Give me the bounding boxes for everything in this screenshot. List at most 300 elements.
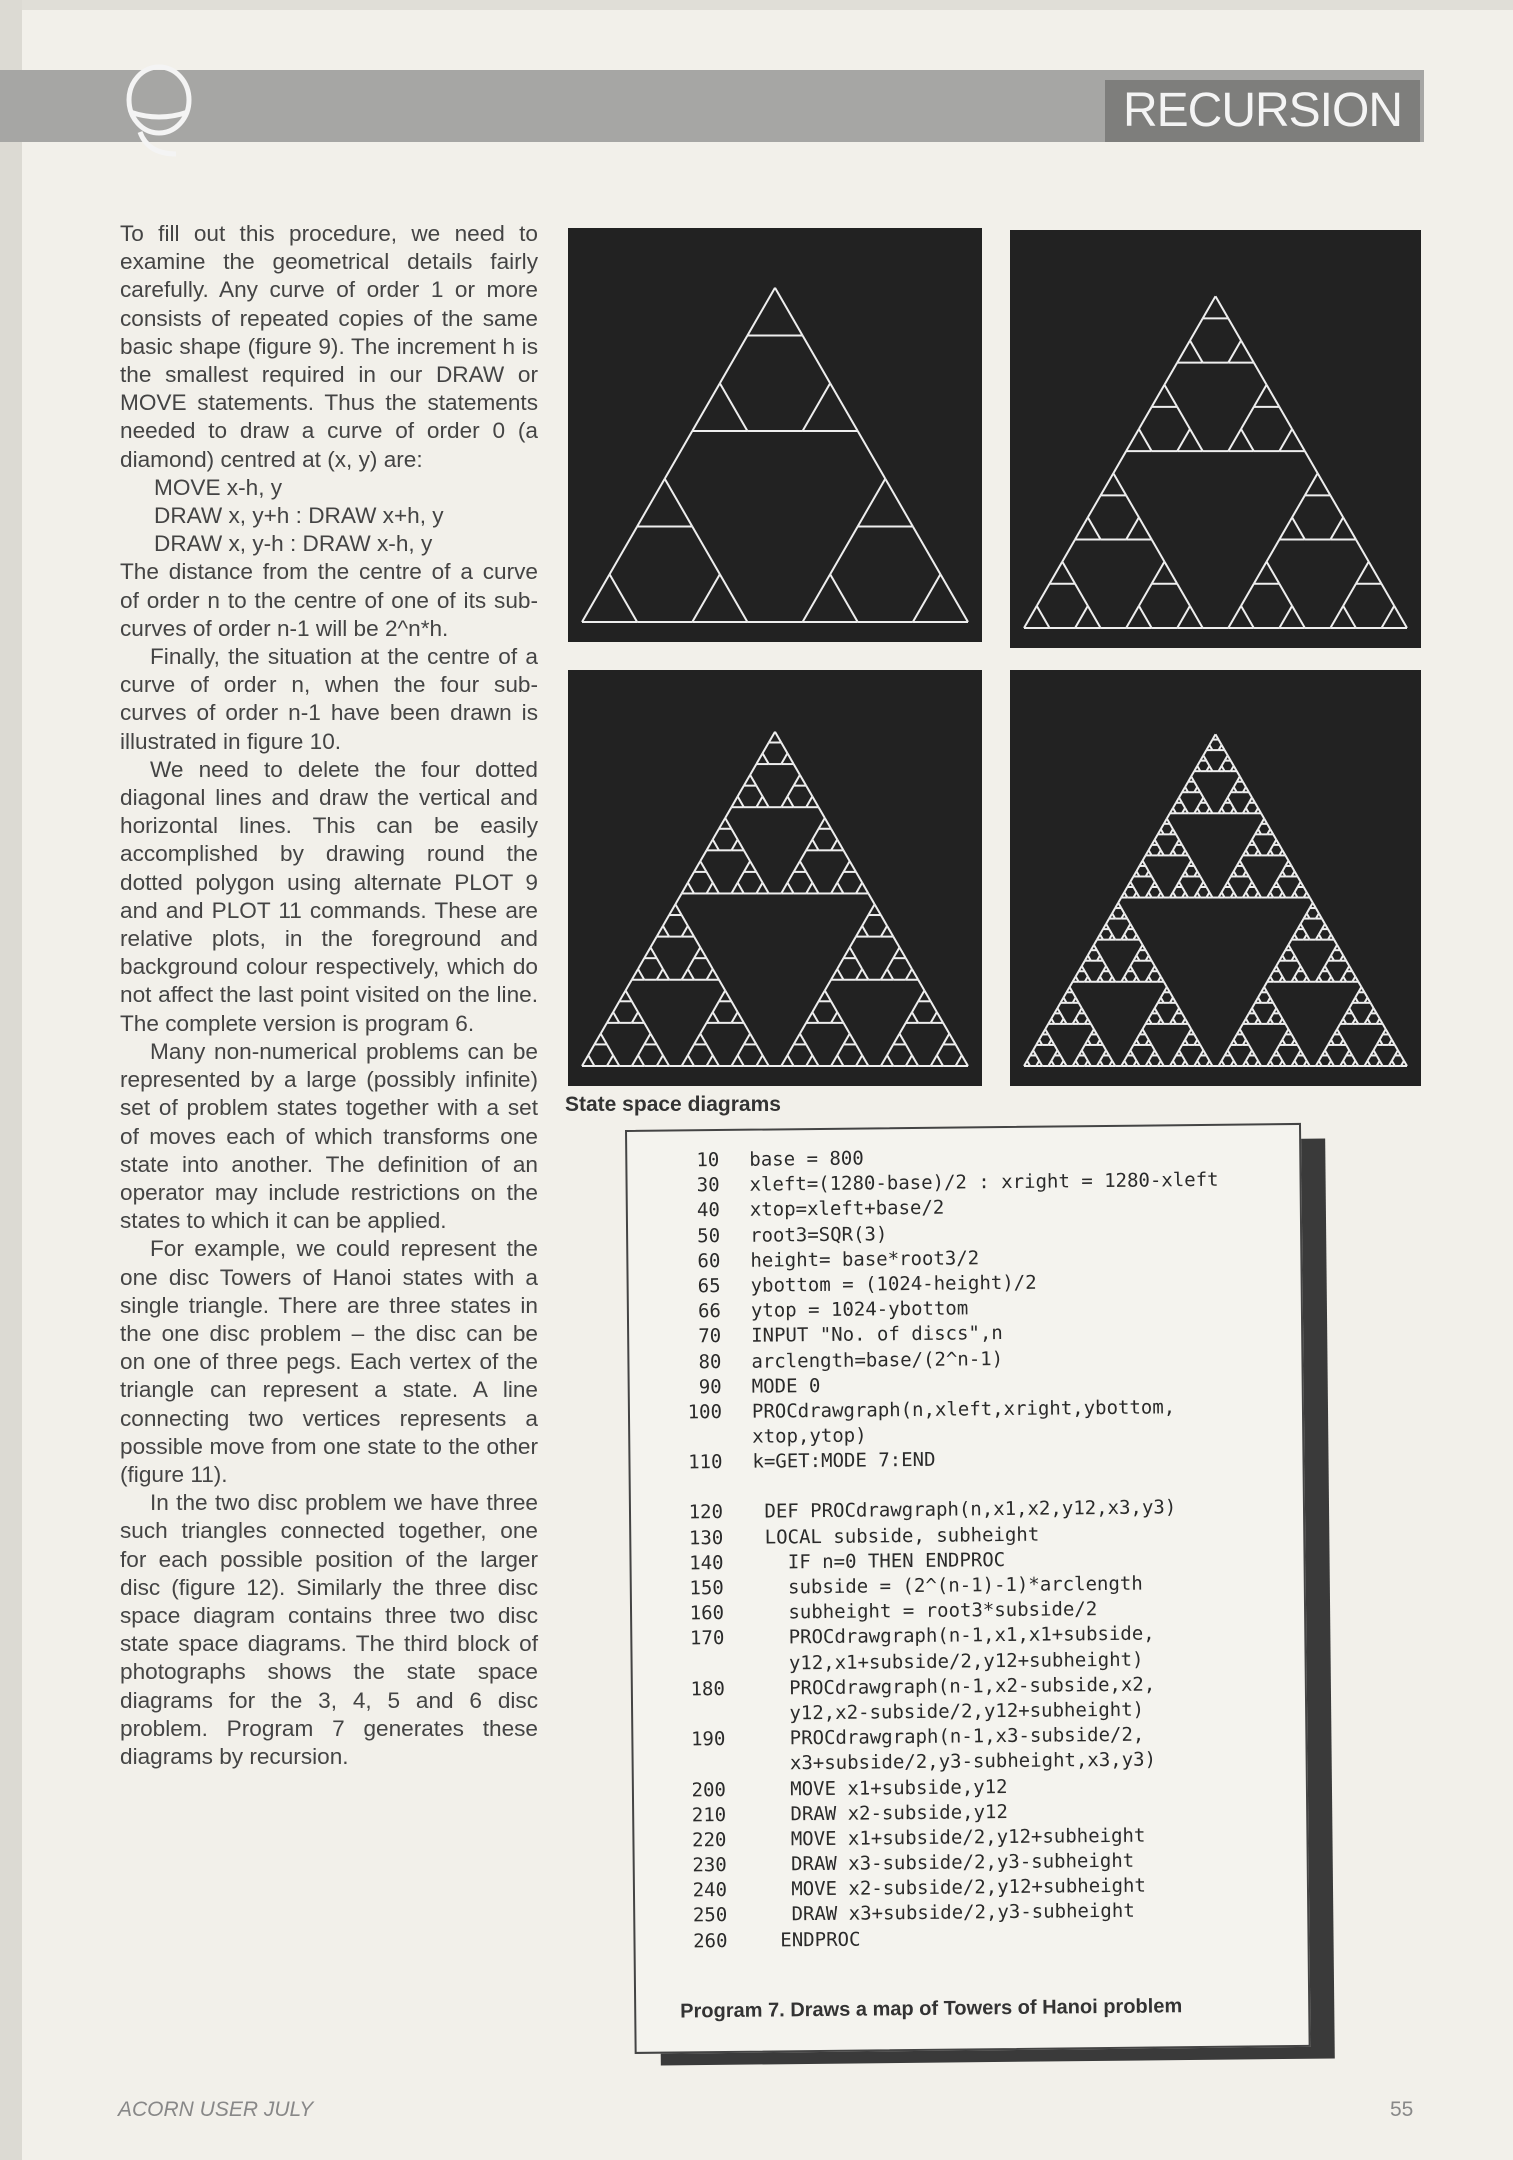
line-number: 70: [698, 1325, 722, 1348]
graph-edge: [1203, 750, 1206, 755]
line-code: xtop=xleft+base/2: [749, 1197, 945, 1222]
line-number: 120: [688, 1501, 724, 1524]
graph-edge: [1161, 992, 1164, 997]
graph-edge: [1267, 562, 1280, 584]
graph-edge: [862, 883, 868, 894]
line-code: DEF PROCdrawgraph(n,x1,x2,y12,x3,y3): [752, 1496, 1177, 1524]
graph-edge: [806, 1055, 812, 1066]
graph-edge: [1133, 929, 1136, 934]
line-code: INPUT "No. of discs",n: [751, 1322, 1003, 1348]
graph-edge: [831, 1001, 837, 1012]
graph-edge: [912, 1001, 918, 1012]
graph-edge: [837, 958, 843, 969]
line-code: PROCdrawgraph(n,xleft,xright,ybottom,: [751, 1396, 1176, 1423]
graph-edge: [1292, 517, 1305, 539]
graph-edge: [918, 980, 924, 991]
graph-edge: [1392, 1055, 1395, 1060]
graph-edge: [663, 969, 669, 980]
graph-edge: [707, 872, 713, 883]
graph-edge: [1179, 876, 1182, 881]
graph-edge: [1054, 1045, 1057, 1050]
graph-edge: [850, 937, 856, 948]
graph-edge: [1343, 517, 1356, 539]
graph-edge: [1225, 750, 1228, 755]
graph-edge: [1206, 803, 1209, 808]
graph-edge: [657, 1055, 663, 1066]
graph-edge: [1194, 782, 1197, 787]
graph-edge: [1249, 792, 1252, 797]
graph-edge: [1158, 887, 1161, 892]
graph-edge: [1228, 1045, 1231, 1050]
graph-edge: [1075, 606, 1088, 628]
graph-edge: [1190, 341, 1203, 363]
graph-edge: [1258, 992, 1261, 997]
graph-edge: [1282, 1034, 1285, 1039]
graph-edge: [1200, 876, 1203, 881]
graph-edge: [1228, 876, 1231, 881]
graph-edge: [1222, 761, 1225, 766]
graph-edge: [1343, 1055, 1346, 1060]
graph-edge: [1273, 834, 1276, 839]
line-code: xtop,ytop): [752, 1424, 867, 1448]
graph-edge: [1136, 1034, 1139, 1039]
graph-edge: [665, 479, 693, 527]
graph-edge: [787, 753, 793, 764]
graph-edge: [1401, 1055, 1404, 1060]
graph-edge: [720, 383, 748, 431]
graph-edge: [1091, 1024, 1094, 1029]
graph-edge: [707, 1012, 713, 1023]
state-space-photo-order-6: [1010, 670, 1421, 1086]
graph-edge: [725, 818, 731, 829]
graph-edge: [1246, 887, 1249, 892]
graph-edge: [906, 1055, 912, 1066]
graph-edge: [1305, 451, 1318, 473]
graph-edge: [1231, 1055, 1234, 1060]
graph-edge: [694, 947, 700, 958]
page-left-edge: [0, 0, 22, 2160]
graph-edge: [856, 883, 862, 894]
graph-edge: [1062, 562, 1075, 584]
state-space-photo-order-4: [1010, 230, 1421, 648]
graph-edge: [1288, 940, 1291, 945]
graph-edge: [763, 1055, 769, 1066]
graph-edge: [843, 1034, 849, 1045]
graph-edge: [1139, 584, 1152, 606]
graph-edge: [940, 574, 968, 622]
graph-edge: [1082, 961, 1085, 966]
body-paragraph: The distance from the centre of a curve of order n to the centre of one of its sub-curves of order n-1 will be 2^n*h.: [120, 559, 538, 641]
graph-edge: [744, 861, 750, 872]
graph-edge: [1304, 971, 1307, 976]
graph-edge: [763, 883, 769, 894]
graph-edge: [607, 1044, 613, 1055]
line-code: subheight = root3*subside/2: [753, 1598, 1098, 1624]
graph-edge: [843, 1023, 849, 1034]
graph-edge: [1190, 429, 1203, 451]
graph-edge: [707, 969, 713, 980]
graph-edge: [1246, 803, 1249, 808]
graph-edge: [1279, 407, 1292, 429]
graph-edge: [1197, 761, 1200, 766]
graph-edge: [1206, 1055, 1209, 1060]
graph-edge: [638, 1055, 644, 1066]
graph-edge: [763, 753, 769, 764]
graph-edge: [700, 1034, 706, 1045]
graph-edge: [1291, 866, 1294, 871]
graph-edge: [1231, 761, 1234, 766]
graph-edge: [1209, 740, 1212, 745]
graph-edge: [1295, 1055, 1298, 1060]
graph-edge: [644, 1034, 650, 1045]
graph-edge: [1231, 803, 1234, 808]
graph-edge: [1228, 341, 1241, 363]
line-number: 80: [698, 1350, 722, 1373]
graph-edge: [1051, 1055, 1054, 1060]
graph-edge: [1088, 517, 1101, 539]
graph-edge: [1139, 606, 1152, 628]
state-space-photo-order-5: [568, 670, 982, 1086]
graph-edge: [1124, 887, 1127, 892]
graph-edge: [906, 958, 912, 969]
graph-edge: [1241, 341, 1254, 363]
graph-edge: [943, 1023, 949, 1034]
graph-edge: [1200, 1045, 1203, 1050]
graph-edge: [1355, 992, 1358, 997]
graph-edge: [831, 1055, 837, 1066]
graph-edge: [806, 840, 812, 851]
graph-edge: [806, 786, 812, 797]
graph-edge: [1252, 1003, 1255, 1008]
graph-edge: [1241, 584, 1254, 606]
graph-edge: [812, 1001, 818, 1012]
graph-edge: [781, 742, 787, 753]
graph-edge: [638, 1012, 644, 1023]
line-code: y12,x2-subside/2,y12+subheight): [755, 1698, 1145, 1725]
graph-edge: [787, 872, 793, 883]
graph-edge: [868, 893, 874, 904]
graph-edge: [1255, 887, 1258, 892]
line-number: 60: [697, 1249, 721, 1272]
graph-edge: [1298, 961, 1301, 966]
line-code: root3=SQR(3): [749, 1222, 888, 1247]
graph-edge: [1037, 584, 1050, 606]
graph-edge: [1301, 919, 1304, 924]
graph-edge: [1270, 1055, 1273, 1060]
graph-edge: [1177, 584, 1190, 606]
line-number: 65: [697, 1274, 721, 1298]
body-paragraph: In the two disc problem we have three such triangles connected together, one for each possible position of the larger disc (figure 12). Similarly the three disc space diagram contains three two disc state space diagrams. The third block of photographs shows the state space diagrams for the 3, 4, 5 and 6 disc problem. Program 7 generates these diagrams by recursion.: [120, 1490, 538, 1769]
graph-edge: [1267, 540, 1280, 562]
graph-edge: [812, 883, 818, 894]
graph-edge: [1194, 1034, 1197, 1039]
graph-edge: [931, 1012, 937, 1023]
graph-edge: [1050, 562, 1063, 584]
graph-edge: [713, 840, 719, 851]
graph-edge: [1060, 1013, 1063, 1018]
graph-edge: [650, 1034, 656, 1045]
graph-edge: [1136, 866, 1139, 871]
graph-edge: [644, 947, 650, 958]
graph-edge: [1076, 971, 1079, 976]
graph-edge: [1182, 803, 1185, 808]
graph-edge: [1139, 407, 1152, 429]
graph-edge: [738, 840, 744, 851]
graph-edge: [1316, 908, 1319, 913]
graph-edge: [887, 958, 893, 969]
graph-edge: [1298, 876, 1301, 881]
graph-edge: [918, 991, 924, 1002]
graph-edge: [1279, 887, 1282, 892]
graph-edge: [663, 915, 669, 926]
graph-edge: [1319, 1055, 1322, 1060]
graph-edge: [694, 861, 700, 872]
graph-edge: [893, 947, 899, 958]
graph-edge: [725, 991, 731, 1002]
graph-edge: [1097, 950, 1100, 955]
graph-edge: [887, 1055, 893, 1066]
graph-edge: [1112, 908, 1115, 913]
graph-edge: [862, 926, 868, 937]
graph-edge: [719, 991, 725, 1002]
graph-edge: [601, 1023, 607, 1034]
graph-edge: [937, 1044, 943, 1055]
graph-edge: [763, 796, 769, 807]
graph-edge: [956, 1055, 962, 1066]
graph-edge: [1219, 740, 1222, 745]
graph-edge: [700, 947, 706, 958]
graph-edge: [881, 926, 887, 937]
graph-edge: [731, 840, 737, 851]
graph-edge: [1237, 771, 1240, 776]
graph-edge: [657, 958, 663, 969]
graph-edge: [731, 883, 737, 894]
graph-edge: [1167, 813, 1170, 818]
line-code: DRAW x3-subside/2,y3-subheight: [756, 1849, 1135, 1876]
line-number: [633, 1703, 755, 1729]
graph-edge: [1062, 540, 1075, 562]
graph-edge: [1197, 1055, 1200, 1060]
graph-edge: [881, 1055, 887, 1066]
graph-edge: [1325, 1045, 1328, 1050]
graph-edge: [1216, 296, 1229, 318]
graph-edge: [1334, 940, 1337, 945]
graph-edge: [1352, 971, 1355, 976]
graph-edge: [1190, 606, 1203, 628]
graph-edge: [1164, 363, 1177, 385]
graph-edge: [912, 1055, 918, 1066]
graph-edge: [806, 872, 812, 883]
graph-edge: [881, 969, 887, 980]
graph-edge: [688, 969, 694, 980]
graph-edge: [1173, 887, 1176, 892]
graph-edge: [1206, 887, 1209, 892]
graph-edge: [831, 1012, 837, 1023]
section-title: RECURSION: [1105, 80, 1420, 142]
graph-edge: [1100, 971, 1103, 976]
graph-edge: [1337, 1024, 1340, 1029]
graph-edge: [862, 969, 868, 980]
graph-edge: [1152, 385, 1165, 407]
graph-edge: [1139, 429, 1152, 451]
photos-caption: State space diagrams: [565, 1093, 781, 1116]
graph-edge: [613, 1055, 619, 1066]
body-paragraph: We need to delete the four dotted diagonal lines and draw the vertical and horizontal lines. This can be easily accomplished by drawing round the dotted polygon using alternate PLOT 9 and and PLOT 11 commands. These are relative plots, in the foreground and background colour respectively, which do not affect the last point visited on the line. The complete version is program 6.: [120, 756, 538, 1036]
graph-edge: [638, 958, 644, 969]
graph-edge: [750, 775, 756, 786]
graph-edge: [787, 796, 793, 807]
graph-edge: [1292, 429, 1305, 451]
graph-edge: [1279, 517, 1292, 539]
program-caption: Program 7. Draws a map of Towers of Hanoi problem: [680, 1995, 1183, 2023]
graph-edge: [731, 1001, 737, 1012]
graph-edge: [682, 883, 688, 894]
graph-edge: [650, 937, 656, 948]
graph-edge: [1176, 834, 1179, 839]
graph-edge: [1152, 961, 1155, 966]
line-code: DRAW x3+subside/2,y3-subheight: [757, 1900, 1135, 1927]
graph-edge: [787, 1044, 793, 1055]
graph-edge: [794, 775, 800, 786]
graph-edge: [1140, 940, 1143, 945]
graph-edge: [1258, 824, 1261, 829]
graph-edge: [1241, 407, 1254, 429]
graph-edge: [594, 1034, 600, 1045]
graph-edge: [775, 288, 803, 336]
graph-edge: [1270, 845, 1273, 850]
graph-edge: [900, 1034, 906, 1045]
graph-edge: [1179, 792, 1182, 797]
graph-edge: [1177, 341, 1190, 363]
graph-edge: [837, 1044, 843, 1055]
graph-edge: [707, 1044, 713, 1055]
graph-edge: [1085, 1013, 1088, 1018]
graph-edge: [794, 861, 800, 872]
graph-edge: [1252, 834, 1255, 839]
graph-edge: [1291, 950, 1294, 955]
graph-edge: [1177, 429, 1190, 451]
graph-edge: [1352, 1013, 1355, 1018]
graph-edge: [1356, 562, 1369, 584]
graph-edge: [1106, 919, 1109, 924]
graph-edge: [1109, 929, 1112, 934]
code-snippet-line: MOVE x-h, y: [154, 474, 283, 500]
graph-edge: [837, 1055, 843, 1066]
graph-edge: [694, 1034, 700, 1045]
graph-edge: [831, 969, 837, 980]
graph-edge: [1126, 606, 1139, 628]
line-code: DRAW x2-subside,y12: [756, 1800, 1008, 1826]
graph-edge: [812, 1012, 818, 1023]
graph-edge: [1255, 1055, 1258, 1060]
line-code: subside = (2^(n-1)-1)*arclength: [753, 1572, 1143, 1599]
graph-edge: [856, 1044, 862, 1055]
body-paragraph: Many non-numerical problems can be represented by a large (possibly infinite) set of problem states together with a set of moves each of which transforms one state into another. The definition of an operator may include restrictions on the states to which it can be applied.: [120, 1038, 538, 1234]
graph-edge: [812, 829, 818, 840]
graph-edge: [688, 872, 694, 883]
graph-edge: [806, 1012, 812, 1023]
graph-edge: [682, 915, 688, 926]
graph-edge: [781, 796, 787, 807]
graph-edge: [731, 1012, 737, 1023]
graph-edge: [1103, 961, 1106, 966]
graph-edge: [1295, 929, 1298, 934]
line-number: 210: [691, 1803, 727, 1827]
graph-edge: [825, 991, 831, 1002]
graph-edge: [775, 732, 781, 743]
graph-edge: [1103, 1045, 1106, 1050]
graph-edge: [1319, 929, 1322, 934]
graph-edge: [1270, 971, 1273, 976]
graph-edge: [692, 383, 720, 431]
graph-edge: [1126, 429, 1139, 451]
graph-edge: [610, 526, 638, 574]
graph-edge: [688, 926, 694, 937]
graph-edge: [1222, 1055, 1225, 1060]
graph-edge: [1200, 792, 1203, 797]
graph-edge: [856, 926, 862, 937]
graph-edge: [1343, 606, 1356, 628]
graph-edge: [1343, 1013, 1346, 1018]
line-number: 50: [697, 1224, 721, 1247]
graph-edge: [744, 850, 750, 861]
line-code: PROCdrawgraph(n-1,x3-subside/2,: [755, 1723, 1145, 1750]
graph-edge: [1380, 1034, 1383, 1039]
graph-edge: [719, 818, 725, 829]
graph-edge: [675, 893, 681, 904]
line-number: [630, 1426, 752, 1452]
graph-edge: [1261, 813, 1264, 818]
graph-edge: [607, 1055, 613, 1066]
graph-edge: [862, 1055, 868, 1066]
graph-edge: [1389, 1034, 1392, 1039]
line-number: [634, 1753, 756, 1779]
graph-edge: [1267, 385, 1280, 407]
graph-edge: [682, 969, 688, 980]
footer-page-number: 55: [1390, 2098, 1414, 2121]
graph-edge: [588, 1044, 594, 1055]
graph-edge: [1164, 982, 1167, 987]
line-number: 220: [691, 1828, 727, 1852]
line-number: 240: [692, 1879, 728, 1902]
graph-edge: [906, 969, 912, 980]
graph-edge: [756, 753, 762, 764]
line-code: PROCdrawgraph(n-1,x2-subside,x2,: [754, 1673, 1156, 1700]
graph-edge: [885, 479, 913, 527]
graph-edge: [1057, 1003, 1060, 1008]
graph-edge: [738, 872, 744, 883]
graph-edge: [1085, 1055, 1088, 1060]
graph-edge: [1075, 517, 1088, 539]
graph-edge: [837, 969, 843, 980]
graph-edge: [1276, 1045, 1279, 1050]
graph-edge: [700, 850, 706, 861]
graph-edge: [850, 947, 856, 958]
graph-edge: [1124, 971, 1127, 976]
graph-edge: [744, 775, 750, 786]
graph-edge: [1222, 803, 1225, 808]
graph-edge: [943, 1034, 949, 1045]
graph-edge: [1282, 866, 1285, 871]
graph-edge: [657, 969, 663, 980]
graph-edge: [1185, 1034, 1188, 1039]
graph-edge: [812, 796, 818, 807]
graph-edge: [1228, 429, 1241, 451]
graph-edge: [1173, 1055, 1176, 1060]
graph-edge: [738, 883, 744, 894]
graph-edge: [1100, 929, 1103, 934]
graph-edge: [843, 850, 849, 861]
